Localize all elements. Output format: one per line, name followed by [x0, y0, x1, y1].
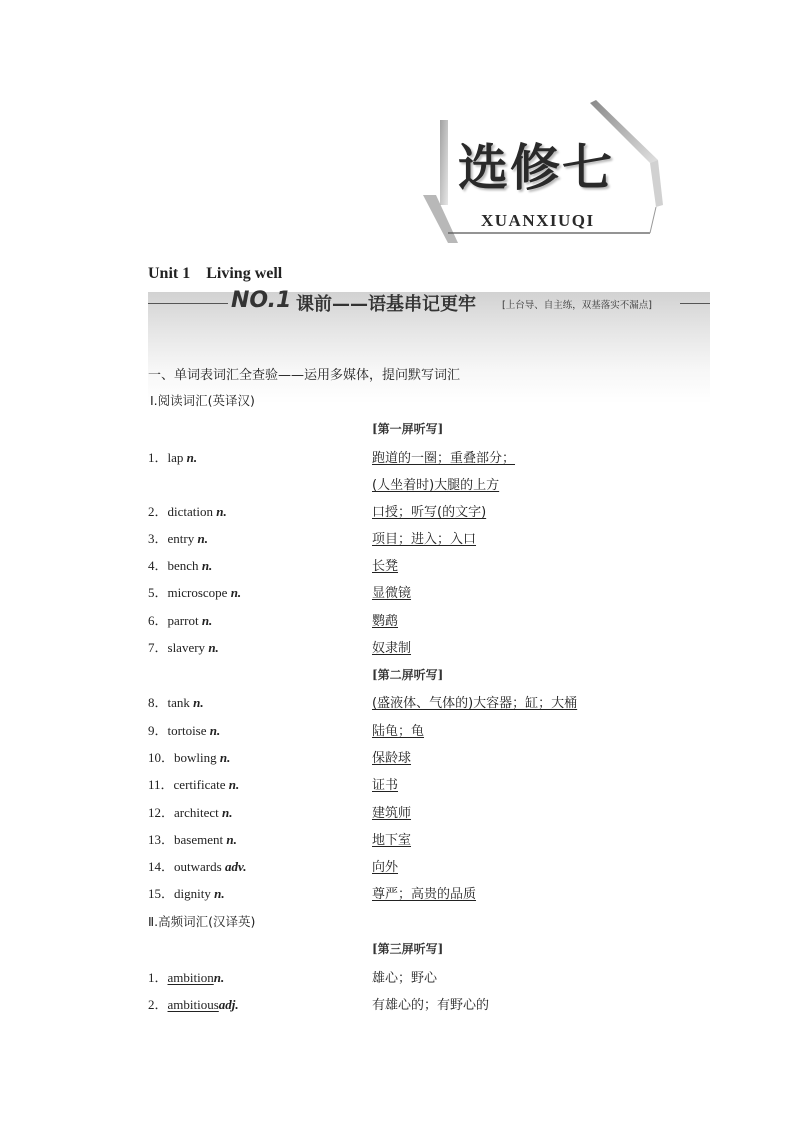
banner-title: 课前——语基串记更牢 — [296, 294, 476, 315]
vocab-term: 13．basement n. — [148, 832, 237, 847]
vocab-row — [148, 883, 708, 905]
vocab-meaning: 地下室 — [372, 833, 412, 848]
vocab-meaning: 建筑师 — [372, 806, 412, 821]
banner-rule-left — [148, 303, 228, 304]
vocab-row — [148, 555, 708, 577]
vocab-term: 1．lap n. — [148, 450, 198, 465]
part1-heading: Ⅰ.阅读词汇(英译汉) — [150, 393, 255, 408]
banner-rule-right — [680, 303, 710, 304]
vocab-term: 2．ambitiousadj. — [148, 997, 239, 1012]
unit-title: Unit 1 Living well — [148, 265, 283, 282]
vocab-meaning: 长凳 — [372, 559, 399, 574]
vocab-row — [148, 720, 708, 742]
vocab-term: 14．outwards adv. — [148, 859, 247, 874]
volume-title: 选修七 — [458, 139, 614, 197]
banner-number: NO.1 — [231, 288, 292, 313]
vocab-meaning: 显微镜 — [372, 586, 412, 601]
vocab-meaning: 项目；进入；入口 — [372, 532, 477, 547]
vocab-meaning: 雄心；野心 — [372, 971, 438, 986]
vocab-meaning: 证书 — [372, 778, 399, 793]
vocab-meaning: 鹦鹉 — [372, 614, 399, 629]
vocab-term: 10．bowling n. — [148, 750, 231, 765]
vocab-row — [148, 994, 708, 1016]
vocab-term: 4．bench n. — [148, 558, 213, 573]
vocab-meaning: 向外 — [372, 860, 399, 875]
vocab-term: 1．ambitionn. — [148, 970, 225, 985]
vocab-meaning: 陆龟；龟 — [372, 724, 425, 739]
vocab-meaning: 奴隶制 — [372, 641, 412, 656]
banner-note: [上台导、自主练，双基落实不漏点] — [502, 300, 652, 311]
vocab-term: 12．architect n. — [148, 805, 233, 820]
vocab-term: 5．microscope n. — [148, 585, 242, 600]
vocab-row — [148, 501, 708, 523]
vocab-term: 9．tortoise n. — [148, 723, 221, 738]
vocab-row — [148, 610, 708, 632]
vocab-term: 3．entry n. — [148, 531, 208, 546]
vocab-term: 2．dictation n. — [148, 504, 227, 519]
vocab-row — [148, 829, 708, 851]
vocab-row — [148, 802, 708, 824]
vocab-row — [148, 528, 708, 550]
vocab-row — [148, 967, 708, 989]
vocab-meaning: 口授；听写(的文字) — [372, 505, 487, 520]
vocab-term: 8．tank n. — [148, 695, 204, 710]
vocab-meaning-continued: (人坐着时)大腿的上方 — [372, 478, 500, 493]
vocab-meaning: 尊严；高贵的品质 — [372, 887, 477, 902]
vocab-row — [148, 637, 708, 659]
vocab-row — [148, 692, 708, 714]
vocab-term: 7．slavery n. — [148, 640, 219, 655]
volume-pinyin: XUANXIUQI — [481, 211, 595, 230]
vocab-meaning: 有雄心的；有野心的 — [372, 998, 490, 1013]
section-heading: 一、单词表词汇全查验——运用多媒体，提问默写词汇 — [148, 368, 461, 383]
vocab-meaning: (盛液体、气体的)大容器；缸；大桶 — [372, 696, 578, 711]
part2-heading: Ⅱ.高频词汇(汉译英) — [148, 914, 256, 929]
vocab-term: 11．certificate n. — [148, 777, 240, 792]
vocab-meaning: 保龄球 — [372, 751, 412, 766]
vocab-row — [148, 774, 708, 796]
screen-label-1: [第一屏听写] — [372, 422, 444, 436]
vocab-row — [148, 856, 708, 878]
vocab-row — [148, 447, 708, 469]
vocab-term: 6．parrot n. — [148, 613, 213, 628]
screen-label-3: [第三屏听写] — [372, 942, 444, 956]
vocab-row — [148, 582, 708, 604]
vocab-term: 15．dignity n. — [148, 886, 225, 901]
screen-label-2: [第二屏听写] — [372, 668, 444, 682]
vocab-row — [148, 747, 708, 769]
vocab-meaning: 跑道的一圈；重叠部分； — [372, 451, 516, 466]
